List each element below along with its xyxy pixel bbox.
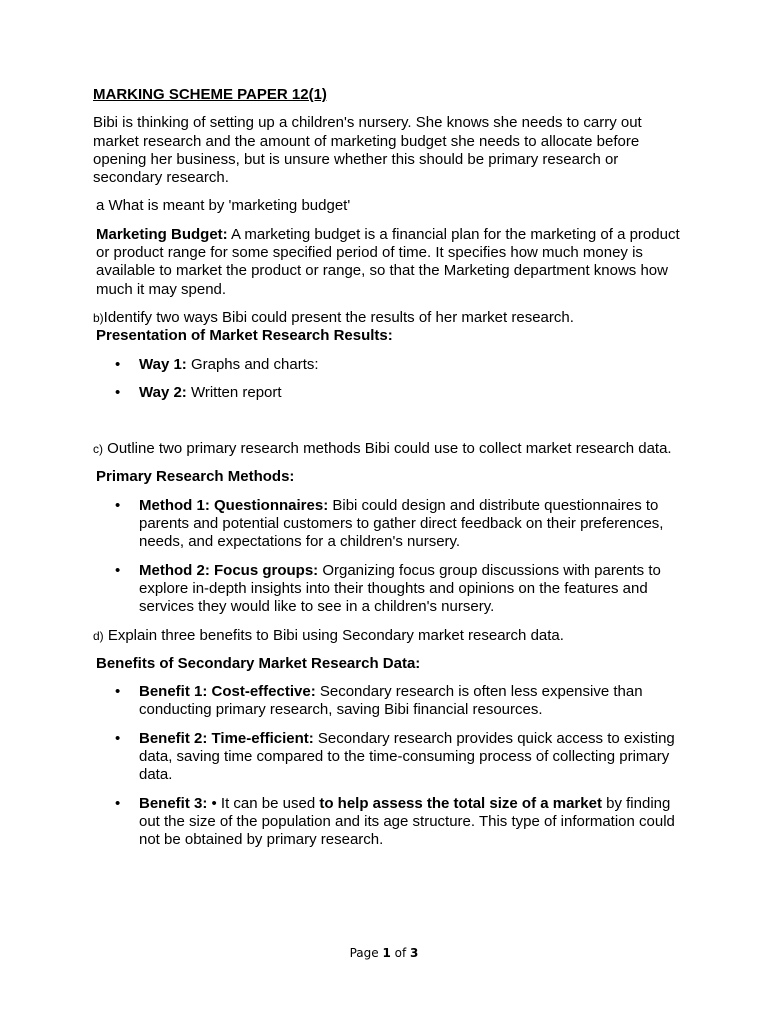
item-text: Bibi could design and distribute questionnaires to parents and potential customers to gather direct feedback on their preferences, needs, and expectations for a children's nursery.	[139, 496, 664, 551]
list-item	[93, 795, 683, 850]
item-label: Way 2:	[139, 383, 187, 401]
question-d-text: Explain three benefits to Bibi using Secondary market research data.	[103, 626, 564, 644]
document-page	[93, 86, 683, 860]
item-text: Secondary research is often less expensive than conducting primary research, saving Bibi financial resources.	[139, 683, 643, 719]
item-label: Benefit 3:	[139, 794, 208, 812]
item-text: Written report	[186, 383, 282, 401]
list-b	[93, 356, 683, 403]
answer-a-term: Marketing Budget:	[96, 225, 228, 243]
list-c	[93, 497, 683, 617]
footer-page-word: Page	[349, 946, 383, 960]
heading-c: Primary Research Methods:	[96, 468, 295, 486]
question-c-prefix: c)	[93, 442, 103, 457]
intro-paragraph: Bibi is thinking of setting up a children's nursery. She knows she needs to carry out market research and the amount of marketing budget she needs to allocate before opening her business, but is unsure whether this should be primary research or secondary research.	[93, 114, 642, 187]
document-title: MARKING SCHEME PAPER 12(1)	[93, 86, 327, 103]
list-item	[93, 384, 683, 402]
footer-page-number: 1	[382, 946, 391, 960]
footer-total-pages: 3	[410, 946, 419, 960]
bullet-icon: •	[115, 496, 121, 514]
bullet-icon: •	[115, 561, 121, 579]
list-item	[93, 497, 683, 552]
question-c-text: Outline two primary research methods Bibi could use to collect market research data.	[103, 440, 672, 458]
item-text-bold: to help assess the total size of a market	[319, 794, 602, 812]
spacer	[93, 412, 683, 440]
question-d-prefix: d)	[93, 628, 104, 643]
bullet-icon: •	[115, 794, 121, 812]
item-label: Benefit 1: Cost-effective:	[139, 683, 316, 701]
list-item	[93, 730, 683, 785]
answer-a	[93, 226, 683, 299]
item-label: Method 1: Questionnaires:	[139, 496, 329, 514]
answer-a-text: A marketing budget is a financial plan for the marketing of a product or product range for some specified period of time. It specifies how much money is available to market the product or range, so that the Marketing department knows how much it may spend.	[96, 225, 680, 298]
item-text-post: by finding out the size of the population and its age structure. This type of information could not be obtained by primary research.	[139, 794, 675, 849]
question-b	[93, 309, 683, 327]
question-b-text: Identify two ways Bibi could present the results of her market research.	[103, 308, 574, 326]
heading-d: Benefits of Secondary Market Research Data:	[96, 654, 421, 672]
item-text: Graphs and charts:	[186, 355, 319, 373]
bullet-icon: •	[115, 355, 121, 373]
page-footer	[0, 946, 768, 960]
item-text-pre: • It can be used	[207, 794, 320, 812]
list-item	[93, 562, 683, 617]
list-d	[93, 683, 683, 849]
bullet-icon: •	[115, 383, 121, 401]
bullet-icon: •	[115, 729, 121, 747]
bullet-icon: •	[115, 683, 121, 701]
list-item	[93, 356, 683, 374]
item-text: Organizing focus group discussions with parents to explore in-depth insights into their thoughts and opinions on the features and services they would like to see in a children's nursery.	[139, 561, 661, 616]
footer-of-word: of	[390, 946, 411, 960]
item-label: Method 2: Focus groups:	[139, 561, 319, 579]
question-c	[93, 440, 683, 458]
heading-b: Presentation of Market Research Results:	[96, 327, 393, 345]
question-a: a What is meant by 'marketing budget'	[96, 197, 351, 215]
item-label: Way 1:	[139, 355, 187, 373]
list-item	[93, 683, 683, 720]
question-d	[93, 627, 683, 645]
question-b-prefix: b)	[93, 310, 104, 325]
item-label: Benefit 2: Time-efficient:	[139, 729, 314, 747]
item-text: Secondary research provides quick access to existing data, saving time compared to the time-consuming process of collecting primary data.	[139, 729, 675, 784]
